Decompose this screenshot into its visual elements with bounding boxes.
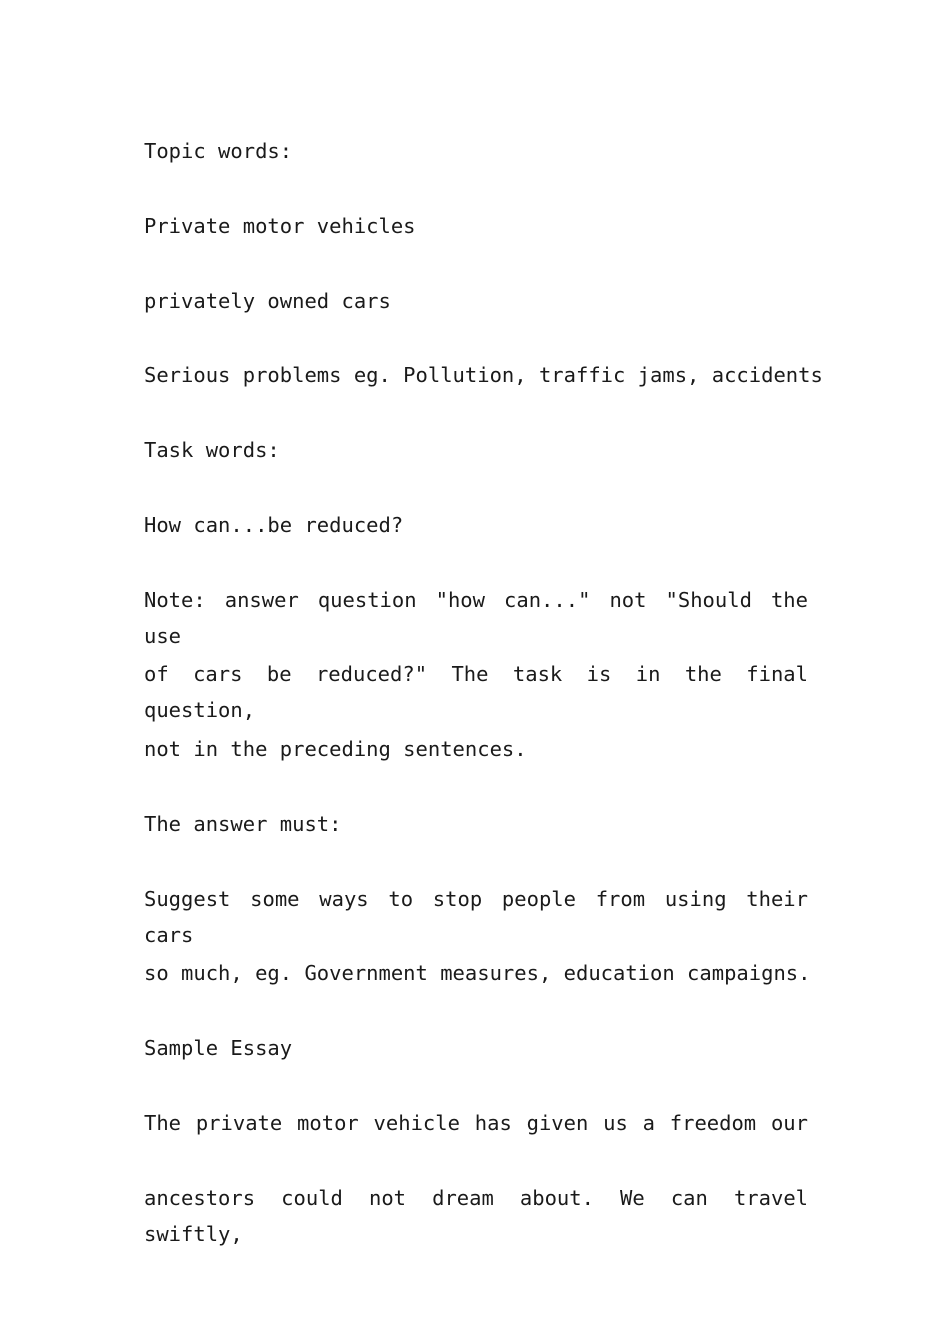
task-word-line: How can...be reduced? <box>144 512 404 537</box>
answer-line: so much, eg. Government measures, education campaigns. <box>144 961 811 986</box>
heading-topic-words: Topic words: <box>144 139 293 163</box>
note-line: Note: answer question "how can..." not "Should the use <box>144 587 808 648</box>
topic-word-line: Serious problems eg. Pollution, traffic jams, accidents <box>144 363 823 388</box>
essay-line: The private motor vehicle has given us a freedom our <box>144 1110 808 1135</box>
topic-word-line: privately owned cars <box>144 288 391 313</box>
heading-task-words: Task words: <box>144 438 280 462</box>
essay-line: ancestors could not dream about. We can travel swiftly, <box>144 1185 808 1246</box>
document-body <box>144 133 823 1254</box>
note-line: not in the preceding sentences. <box>144 737 527 761</box>
answer-line: Suggest some ways to stop people from using their cars <box>144 886 808 947</box>
heading-answer-must: The answer must: <box>144 811 342 836</box>
heading-sample-essay: Sample Essay <box>144 1036 293 1060</box>
topic-word-line: Private motor vehicles <box>144 213 416 238</box>
note-line: of cars be reduced?" The task is in the final question, <box>144 662 808 723</box>
